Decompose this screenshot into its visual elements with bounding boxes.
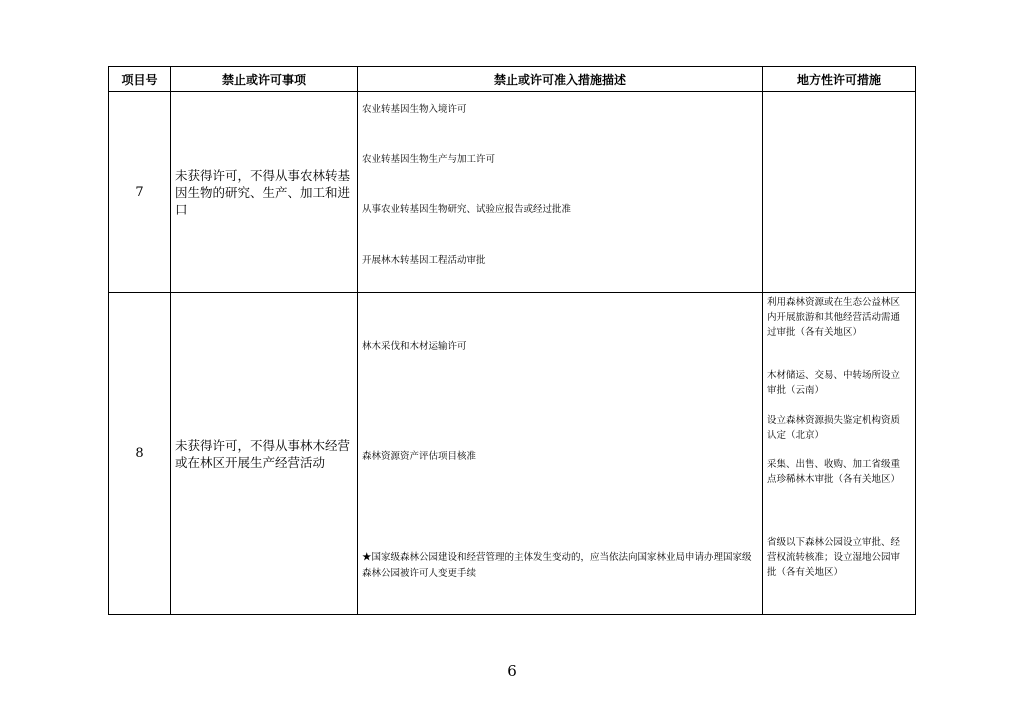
- measures-cell: [358, 293, 763, 615]
- row-number: 7: [109, 92, 171, 293]
- header-measure-description: 禁止或许可准入措施描述: [358, 67, 763, 92]
- measures-cell: [358, 92, 763, 293]
- table-row-7: [109, 92, 916, 293]
- local-measures-cell-empty: [763, 92, 916, 293]
- measure-item: 农业转基因生物生产与加工许可: [362, 154, 496, 165]
- page-number: 6: [507, 662, 517, 680]
- measure-item: 从事农业转基因生物研究、试验应报告或经过批准: [362, 204, 572, 215]
- local-measure-item: 木材储运、交易、中转场所设立审批（云南）: [767, 370, 901, 396]
- measure-item: 森林资源资产评估项目核准: [362, 451, 477, 462]
- header-item-matter: 禁止或许可事项: [171, 67, 358, 92]
- row-number: 8: [109, 293, 171, 615]
- header-item-number: 项目号: [109, 67, 171, 92]
- row-matter: 未获得许可，不得从事农林转基因生物的研究、生产、加工和进口: [175, 167, 351, 217]
- measure-item: 林木采伐和木材运输许可: [362, 341, 467, 352]
- local-measure-item: 利用森林资源或在生态公益林区内开展旅游和其他经营活动需通过审批（各有关地区）: [767, 297, 901, 338]
- row-matter-cell: [171, 293, 358, 615]
- measure-item: ★国家级森林公园建设和经营管理的主体发生变动的，应当依法向国家林业局申请办理国家级森林公园被许可人变更手续: [362, 552, 752, 579]
- document-table: [108, 66, 916, 615]
- local-measure-item: 采集、出售、收购、加工省级重点珍稀林木审批（各有关地区）: [767, 459, 901, 485]
- row-matter-cell: [171, 92, 358, 293]
- measure-item: 开展林木转基因工程活动审批: [362, 255, 486, 266]
- local-measure-item: 省级以下森林公园设立审批、经营权流转核准；设立湿地公园审批（各有关地区）: [767, 537, 901, 578]
- local-measure-item: 设立森林资源损失鉴定机构资质认定（北京）: [767, 415, 901, 441]
- table-row-8: [109, 293, 916, 615]
- header-local-measures: 地方性许可措施: [763, 67, 916, 92]
- measure-item: 农业转基因生物入境许可: [362, 104, 467, 115]
- local-measures-cell: [763, 293, 916, 615]
- row-matter: 未获得许可，不得从事林木经营或在林区开展生产经营活动: [175, 437, 351, 470]
- table-header-row: [109, 67, 916, 92]
